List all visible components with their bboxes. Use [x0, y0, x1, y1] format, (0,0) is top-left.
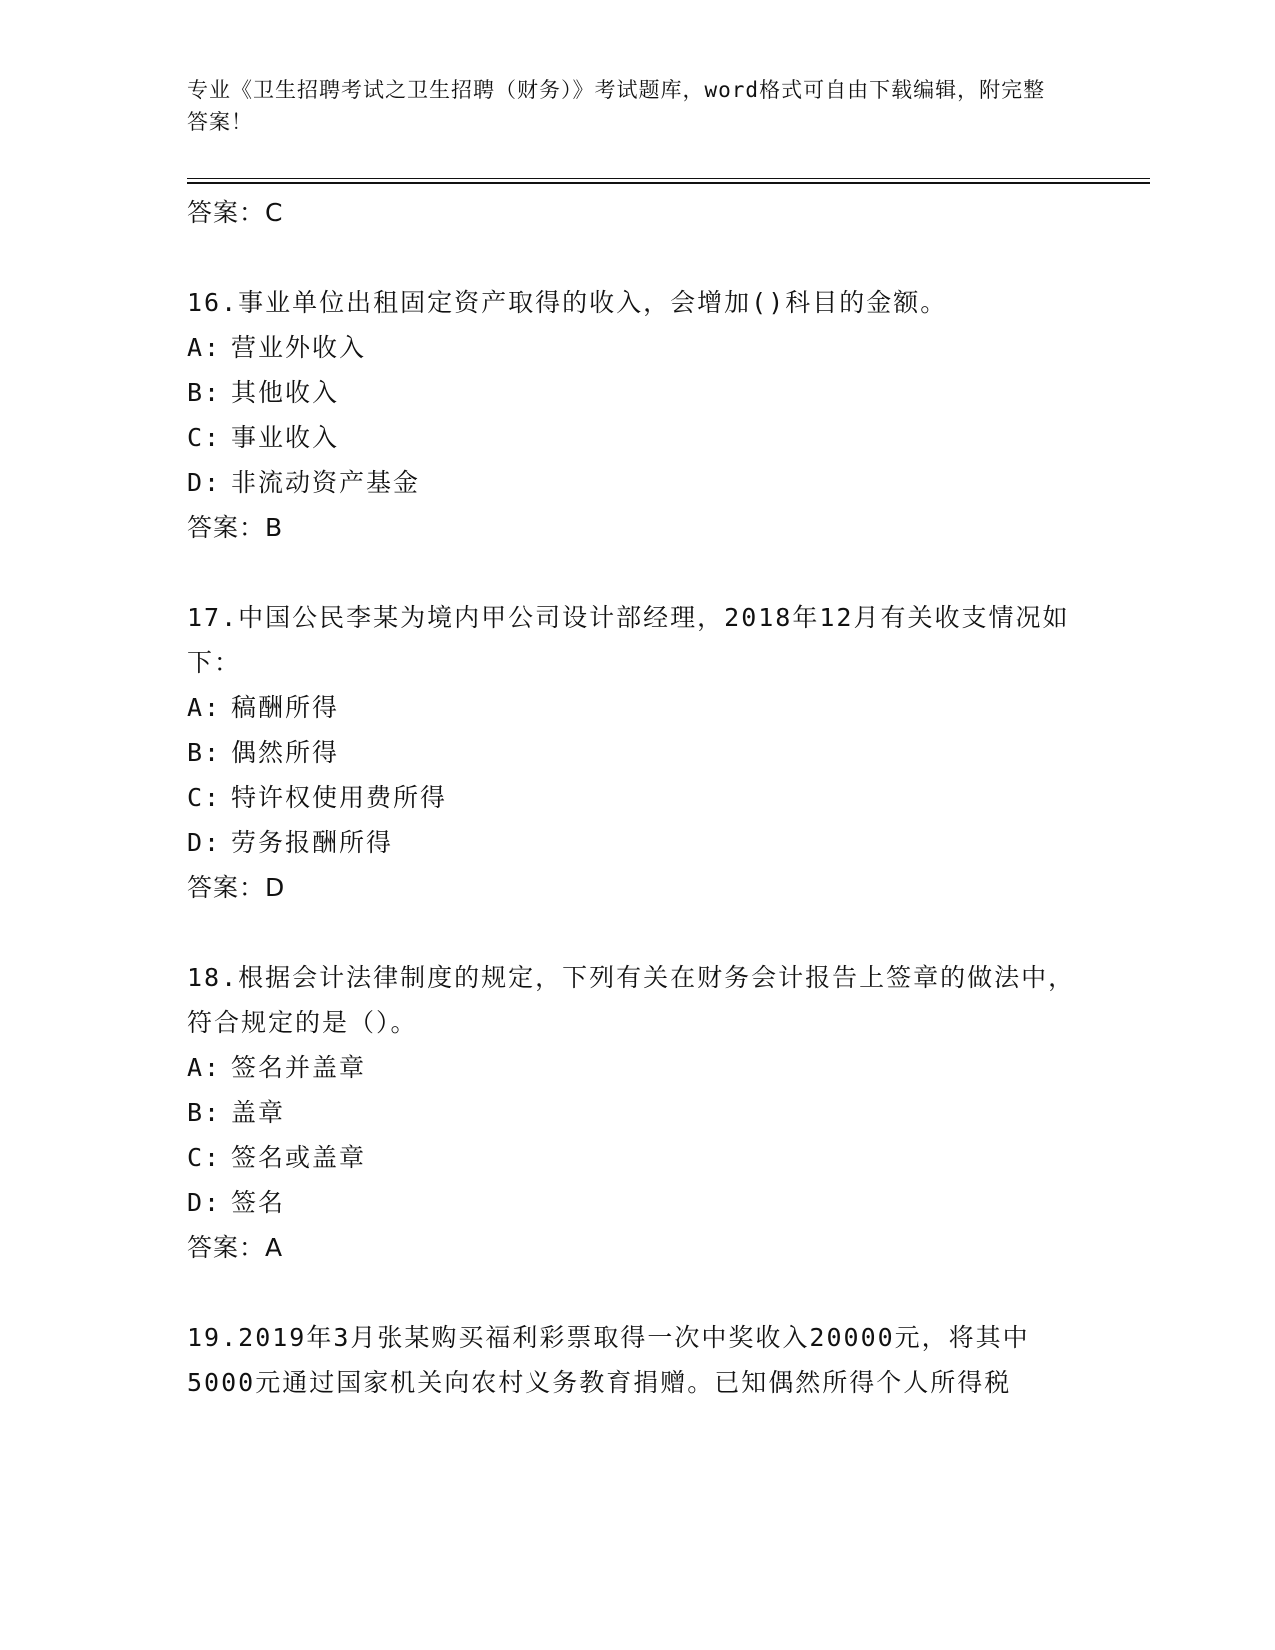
option-letter: D: [187, 468, 222, 497]
option-text: 特许权使用费所得 [231, 783, 448, 812]
question-stem: 18.根据会计法律制度的规定，下列有关在财务会计报告上签章的做法中，符合规定的是（）。 [187, 963, 1076, 1037]
option-text: 签名 [231, 1188, 286, 1217]
option-c [187, 1135, 1087, 1180]
option-text: 事业收入 [231, 423, 340, 452]
option-text: 盖章 [231, 1098, 286, 1127]
document-header: 专业《卫生招聘考试之卫生招聘（财务）》考试题库，word格式可自由下载编辑，附完整答案！ [187, 78, 1046, 134]
option-c [187, 775, 1087, 820]
option-text: 劳务报酬所得 [231, 828, 394, 857]
option-text: 营业外收入 [231, 333, 367, 362]
option-letter: C: [187, 783, 222, 812]
option-letter: A: [187, 693, 222, 722]
header-rule-thin [187, 178, 1150, 179]
answer-line: 答案：A [187, 1233, 284, 1262]
option-text: 其他收入 [231, 378, 340, 407]
option-text: 签名并盖章 [231, 1053, 367, 1082]
option-b [187, 370, 1087, 415]
spacer [187, 1271, 1087, 1315]
spacer [187, 236, 1087, 280]
option-letter: A: [187, 1053, 222, 1082]
question-stem: 17.中国公民李某为境内甲公司设计部经理，2018年12月有关收支情况如下： [187, 603, 1070, 677]
option-d [187, 460, 1087, 505]
option-text: 稿酬所得 [231, 693, 340, 722]
option-text: 签名或盖章 [231, 1143, 367, 1172]
option-d [187, 1180, 1087, 1225]
spacer [187, 911, 1087, 955]
option-d [187, 820, 1087, 865]
option-b [187, 1090, 1087, 1135]
answer-line: 答案：B [187, 513, 284, 542]
option-letter: B: [187, 1098, 222, 1127]
option-letter: B: [187, 738, 222, 767]
option-b [187, 730, 1087, 775]
option-letter: A: [187, 333, 222, 362]
option-letter: D: [187, 1188, 222, 1217]
question-stem: 16.事业单位出租固定资产取得的收入，会增加()科目的金额。 [187, 288, 948, 317]
spacer [187, 551, 1087, 595]
option-letter: C: [187, 423, 222, 452]
answer-line: 答案：D [187, 873, 286, 902]
option-text: 非流动资产基金 [231, 468, 421, 497]
option-text: 偶然所得 [231, 738, 340, 767]
option-letter: B: [187, 378, 222, 407]
header-rule-thick [187, 182, 1150, 184]
question-stem: 19.2019年3月张某购买福利彩票取得一次中奖收入20000元，将其中5000元通过国家机关向农村义务教育捐赠。已知偶然所得个人所得税 [187, 1323, 1030, 1397]
answer-line: 答案：C [187, 198, 284, 227]
option-letter: D: [187, 828, 222, 857]
option-a [187, 1045, 1087, 1090]
option-a [187, 325, 1087, 370]
option-c [187, 415, 1087, 460]
option-letter: C: [187, 1143, 222, 1172]
document-body [187, 190, 1087, 1405]
option-a [187, 685, 1087, 730]
